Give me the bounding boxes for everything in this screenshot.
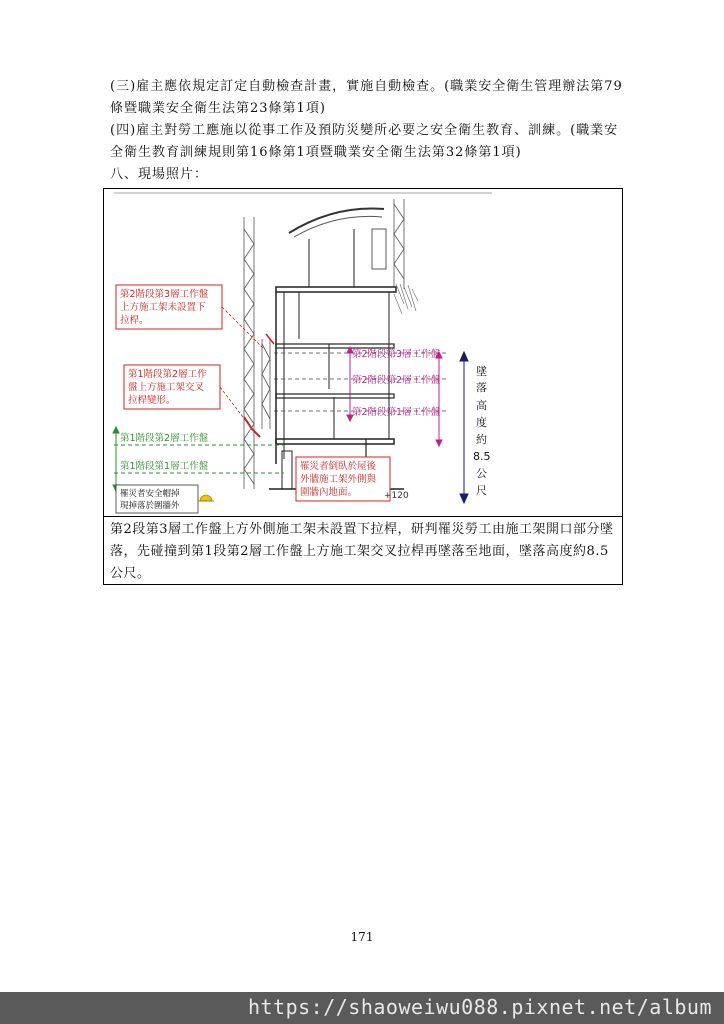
paragraph-safety-training: (四)雇主對勞工應施以從事工作及預防災變所必要之安全衛生教育、訓練。(職業安全衛生教育訓練規則第16條第1項暨職業安全衛生法第32條第1項) — [110, 123, 619, 160]
fall-height-arrow — [460, 352, 468, 503]
left-scaffold-tower — [244, 217, 270, 489]
svg-text:拉桿。: 拉桿。 — [120, 315, 149, 326]
svg-text:落: 落 — [476, 381, 487, 394]
right-level-labels — [352, 348, 441, 418]
scaffold-diagram — [104, 189, 622, 517]
fall-height-label — [473, 365, 491, 497]
curved-roof-inner — [294, 216, 382, 237]
svg-text:第2階段第3層工作盤: 第2階段第3層工作盤 — [120, 289, 209, 300]
level-2-3-label: 第2階段第3層工作盤 — [352, 349, 441, 360]
svg-text:盤上方施工架交叉: 盤上方施工架交叉 — [128, 382, 205, 393]
right-scaffold-tower — [372, 199, 404, 289]
svg-text:尺: 尺 — [476, 484, 487, 497]
svg-text:罹災者倒臥於屋後: 罹災者倒臥於屋後 — [300, 461, 377, 472]
svg-text:高: 高 — [476, 399, 487, 412]
curved-roof — [289, 209, 384, 234]
level-1-2-label: 第1階段第2層工作盤 — [120, 433, 209, 444]
svg-text:墜: 墜 — [476, 365, 487, 378]
level-2-1-label: 第2階段第1層工作盤 — [352, 407, 441, 418]
svg-text:度: 度 — [476, 416, 487, 429]
svg-text:現掉落於圍牆外: 現掉落於圍牆外 — [120, 501, 180, 511]
scaffold-diagram-svg — [104, 189, 622, 516]
level-2-2-label: 第2階段第2層工作盤 — [352, 375, 441, 386]
vegetation-hatch — [394, 284, 418, 314]
left-level-labels — [120, 432, 209, 472]
section-heading-site-photos: 八、現場照片： — [110, 167, 209, 182]
svg-text:第1階段第2層工作: 第1階段第2層工作 — [128, 369, 207, 380]
callout-victim-location — [296, 457, 390, 501]
helmet-icon — [198, 495, 214, 501]
svg-text:8.5: 8.5 — [473, 450, 491, 463]
svg-text:公: 公 — [476, 467, 487, 480]
callout-mid-left — [124, 365, 246, 421]
watermark-bar — [0, 992, 724, 1024]
svg-text:約: 約 — [476, 433, 487, 446]
callout-top-left — [116, 285, 264, 349]
level-1-1-label: 第1階段第1層工作盤 — [120, 461, 209, 472]
left-level-arrows — [113, 427, 119, 491]
figure-table — [103, 188, 623, 585]
svg-text:圍牆內地面。: 圍牆內地面。 — [300, 487, 358, 498]
elevation-mark: +120 — [384, 491, 409, 501]
callout-helmet — [116, 485, 198, 513]
svg-text:罹災者安全帽掉: 罹災者安全帽掉 — [120, 489, 180, 499]
svg-text:外牆施工架外側與: 外牆施工架外側與 — [300, 474, 377, 485]
right-magenta-arrows — [436, 352, 442, 446]
paragraph-auto-inspection: (三)雇主應依規定訂定自動檢查計畫，實施自動檢查。(職業安全衛生管理辦法第79條暨職業安全衛生法第23條第1項) — [110, 79, 623, 116]
watermark-url: https://shaoweiwu088.pixnet.net/album — [247, 995, 712, 1019]
svg-text:拉桿變形。: 拉桿變形。 — [128, 395, 176, 406]
svg-text:上方施工架未設置下: 上方施工架未設置下 — [120, 302, 206, 313]
figure-caption: 第2段第3層工作盤上方外側施工架未設置下拉桿，研判罹災勞工由施工架開口部分墜落，先碰撞到第1段第2層工作盤上方施工架交叉拉桿再墜落至地面，墜落高度約8.5公尺。 — [110, 522, 614, 581]
page-number: 171 — [350, 930, 374, 944]
